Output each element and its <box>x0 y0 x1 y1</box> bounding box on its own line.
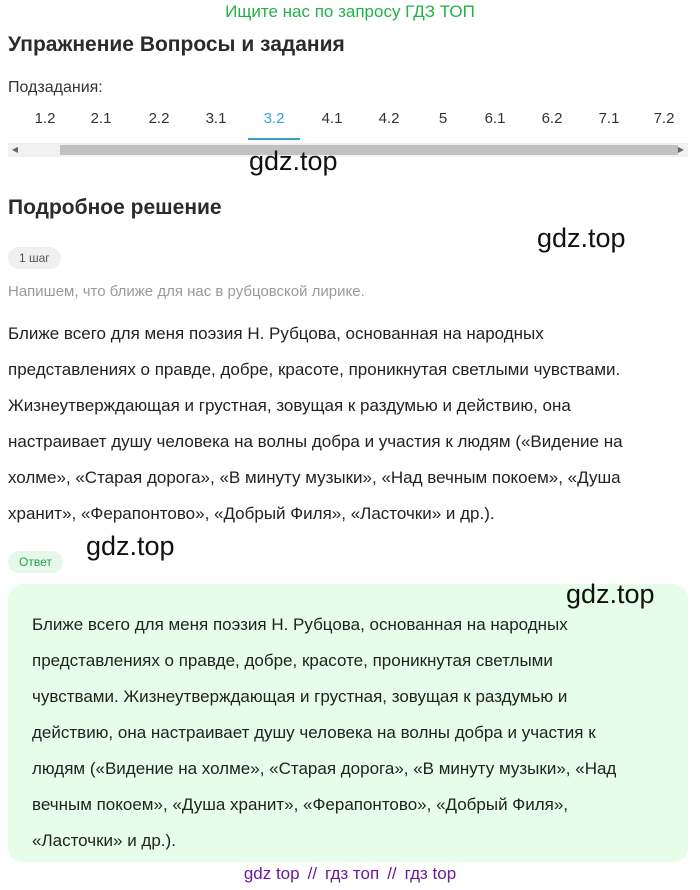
text-line: холме», «Старая дорога», «В минуту музыки», «Над вечным покоем», «Душа <box>8 468 621 487</box>
text-line: настраивает душу человека на волны добра и участия к людям («Видение на <box>8 432 623 451</box>
tab-6-2[interactable]: 6.2 <box>541 110 563 127</box>
subtasks-label: Подзадания: <box>8 79 103 96</box>
tab-2-2[interactable]: 2.2 <box>148 110 170 127</box>
tab-2-1[interactable]: 2.1 <box>90 110 112 127</box>
text-line: представлениях о правде, добре, красоте, проникнутая светлыми <box>32 651 553 670</box>
text-line: Жизнеутверждающая и грустная, зовущая к раздумью и действию, она <box>8 396 571 415</box>
text-line: чувствами. Жизнеутверждающая и грустная, зовущая к раздумью и <box>32 687 568 706</box>
footer <box>0 864 700 884</box>
step-hint: Напишем, что ближе для нас в рубцовской лирике. <box>8 283 365 300</box>
scroll-thumb[interactable] <box>60 145 678 155</box>
scroll-left-icon[interactable]: ◀ <box>11 145 19 154</box>
watermark: gdz.top <box>249 146 338 176</box>
solution-title: Подробное решение <box>8 196 222 219</box>
footer-link-gdz-top-mixed[interactable]: гдз top <box>404 864 457 883</box>
text-line: «Ласточки» и др.). <box>32 831 176 850</box>
tab-4-2[interactable]: 4.2 <box>378 110 400 127</box>
text-line: Ближе всего для меня поэзия Н. Рубцова, основанная на народных <box>32 615 568 634</box>
text-line: хранит», «Ферапонтово», «Добрый Филя», «Ласточки» и др.). <box>8 504 495 523</box>
scroll-right-icon[interactable]: ▶ <box>677 145 685 154</box>
watermark: gdz.top <box>566 579 655 609</box>
top-search-link[interactable]: Ищите нас по запросу ГДЗ ТОП <box>225 2 475 21</box>
text-line: действию, она настраивает душу человека на волны добра и участия к <box>32 723 596 742</box>
text-line: людям («Видение на холме», «Старая дорога», «В минуту музыки», «Над <box>32 759 617 778</box>
exercise-title: Упражнение Вопросы и задания <box>8 33 345 56</box>
footer-separator: // <box>387 864 397 883</box>
watermark: gdz.top <box>537 223 626 253</box>
step-text <box>8 316 698 532</box>
tab-3-1[interactable]: 3.1 <box>205 110 227 127</box>
footer-link-gdz-top-ru[interactable]: гдз топ <box>325 864 380 883</box>
tabs-scrollbar[interactable] <box>8 143 688 157</box>
text-line: представлениях о правде, добре, красоте, проникнутая светлыми чувствами. <box>8 360 621 379</box>
text-line: вечным покоем», «Душа хранит», «Ферапонтово», «Добрый Филя», <box>32 795 569 814</box>
subtask-tabs <box>0 104 700 140</box>
active-tab-indicator <box>248 138 300 140</box>
answer-text <box>32 607 672 859</box>
tab-4-1[interactable]: 4.1 <box>321 110 343 127</box>
tab-5[interactable]: 5 <box>438 110 448 127</box>
tab-7-1[interactable]: 7.1 <box>598 110 620 127</box>
footer-separator: // <box>307 864 318 883</box>
watermark: gdz.top <box>86 531 175 561</box>
tab-3-2[interactable]: 3.2 <box>263 110 285 127</box>
step-badge: 1 шаг <box>8 247 61 269</box>
answer-badge: Ответ <box>8 551 63 573</box>
footer-link-gdz-top[interactable]: gdz top <box>243 864 300 883</box>
text-line: Ближе всего для меня поэзия Н. Рубцова, основанная на народных <box>8 324 544 343</box>
tab-7-2[interactable]: 7.2 <box>653 110 675 127</box>
tab-6-1[interactable]: 6.1 <box>484 110 506 127</box>
tab-1-2[interactable]: 1.2 <box>34 110 56 127</box>
